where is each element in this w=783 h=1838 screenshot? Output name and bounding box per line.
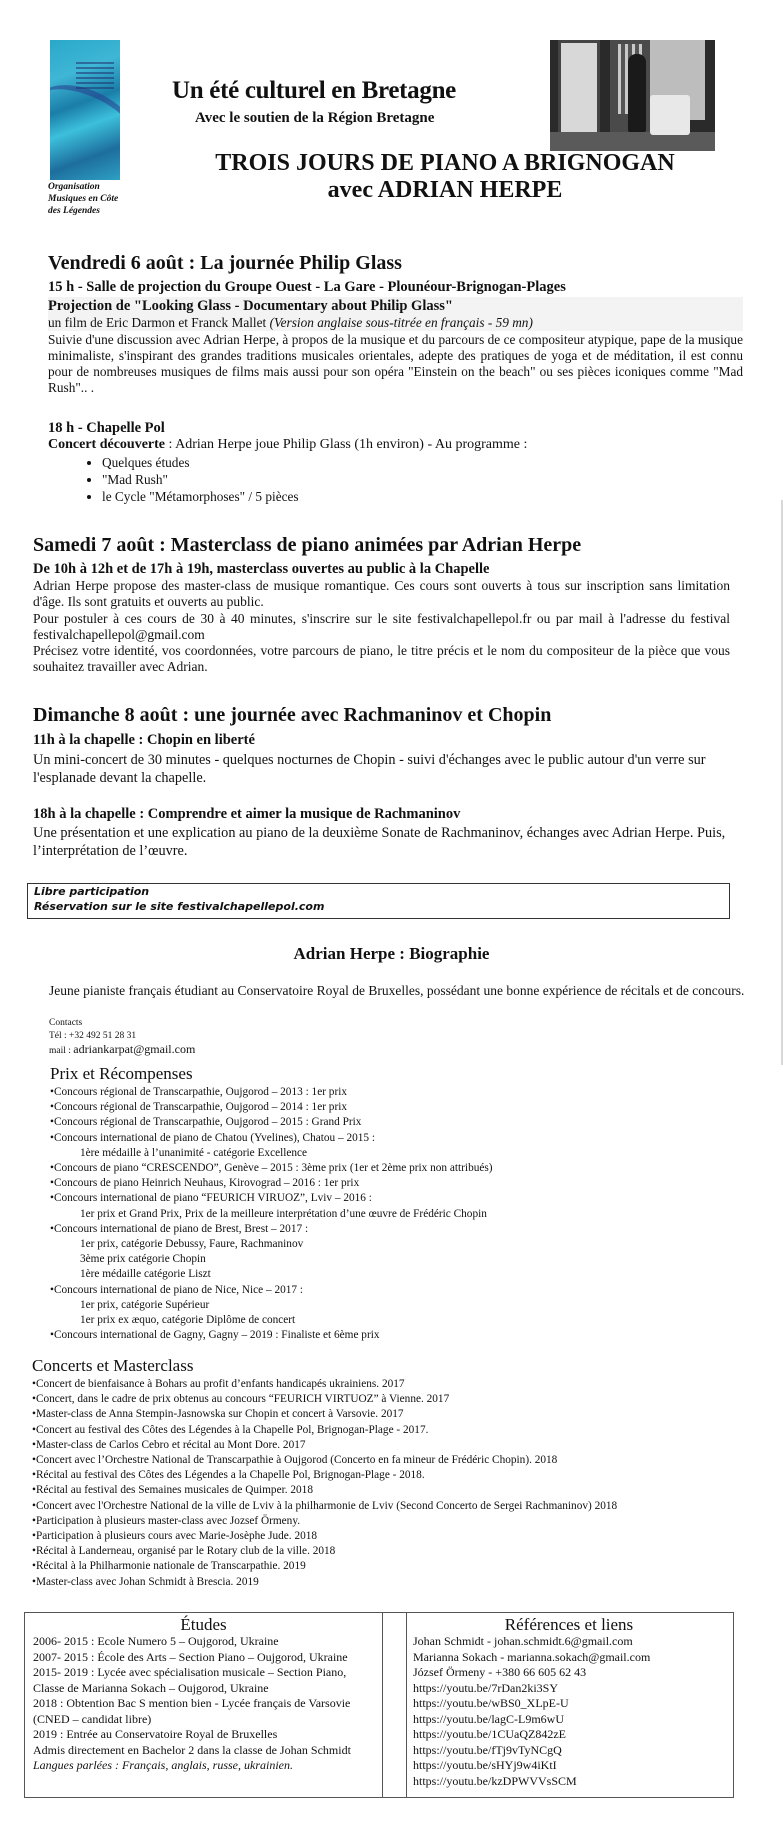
- concert-item: •Récital à la Philharmonie nationale de Transcarpathie. 2019: [32, 1560, 306, 1573]
- photo-chair-shape: [650, 95, 690, 135]
- studies-line: Admis directement en Bachelor 2 dans la classe de Johan Schmidt: [33, 1742, 351, 1757]
- photo-floor-shape: [550, 132, 715, 151]
- sunday-session1-text: Un mini-concert de 30 minutes - quelques nocturnes de Chopin - suivi d'échanges avec le public autour d'un verre sur l'esplanade devant la chapelle.: [33, 752, 706, 786]
- friday-session1-title: 15 h - Salle de projection du Groupe Ouest - La Gare - Plounéour-Brignogan-Plages: [48, 279, 566, 295]
- concert-item: •Récital au festival des Semaines musicales de Quimper. 2018: [32, 1484, 313, 1497]
- program-item: • "Mad Rush": [102, 471, 299, 488]
- prize-item: •Concours régional de Transcarpathie, Oujgorod – 2015 : Grand Prix: [50, 1116, 362, 1129]
- video-link[interactable]: https://youtu.be/lagC-L9m6wU: [413, 1711, 564, 1726]
- organisation-line: Musiques en Côte: [48, 194, 119, 204]
- prize-item: •Concours régional de Transcarpathie, Oujgorod – 2014 : 1er prix: [50, 1101, 347, 1114]
- film-credit: un film de Eric Darmon et Franck Mallet: [48, 315, 270, 330]
- saturday-subheading: De 10h à 12h et de 17h à 19h, masterclass ouvertes au public à la Chapelle: [33, 561, 490, 577]
- prize-detail: 1ère médaille à l’unanimité - catégorie Excellence: [80, 1146, 308, 1159]
- concert-intro: [48, 437, 527, 453]
- contacts-block: [49, 1017, 195, 1058]
- saturday-paragraphs: [33, 578, 730, 676]
- prize-item: •Concours international de piano de Chatou (Yvelines), Chatou – 2015 :: [50, 1131, 376, 1144]
- photo-person-shape: [628, 54, 646, 132]
- prize-item: •Concours international de piano de Nice, Nice – 2017 :: [50, 1283, 304, 1296]
- concert-item: •Concert au festival des Côtes des Légendes à la Chapelle Pol, Brignogan-Plage - 2017.: [32, 1423, 429, 1436]
- friday-heading: Vendredi 6 août : La journée Philip Glass: [48, 252, 402, 274]
- studies-title: Études: [180, 1615, 227, 1634]
- participation-line: Libre participation: [34, 885, 150, 898]
- photo-door-shape: [558, 40, 600, 138]
- reservation-line: Réservation sur le site festivalchapellepol.com: [34, 900, 325, 913]
- projection-block: [48, 297, 743, 331]
- sunday-session2-title: 18h à la chapelle : Comprendre et aimer la musique de Rachmaninov: [33, 806, 461, 822]
- prize-item: •Concours international de Gagny, Gagny – 2019 : Finaliste et 6ème prix: [50, 1329, 380, 1342]
- studies-line: 2007- 2015 : École des Arts – Section Piano – Oujgorod, Ukraine: [33, 1649, 348, 1664]
- prize-detail: 1er prix, catégorie Debussy, Faure, Rachmaninov: [80, 1238, 304, 1251]
- concerts-title: Concerts et Masterclass: [32, 1356, 194, 1375]
- concert-item: •Concert avec l'Orchestre National de la ville de Lviv à la philharmonie de Lviv (Second Concerto de Sergei Rachmaninov) 2018: [32, 1499, 618, 1512]
- concert-item: •Master-class avec Johan Schmidt à Brescia. 2019: [32, 1575, 259, 1588]
- concert-item: •Concert avec l’Orchestre National de Transcarpathie à Oujgorod (Concerto en fa mineur de Frédéric Chopin). 2018: [32, 1454, 558, 1467]
- studies-line: 2015- 2019 : Lycée avec spécialisation musicale – Section Piano, Classe de Marianna Sokach – Oujgorod, Ukraine: [33, 1665, 347, 1695]
- concert-item: •Master-class de Carlos Cebro et récital au Mont Dore. 2017: [32, 1438, 306, 1451]
- saturday-paragraph: Adrian Herpe propose des master-class de musique romantique. Ces cours sont ouverts à tous sur inscription sans limitation d'âge. Ils sont gratuits et ouverts au public.: [33, 578, 730, 610]
- page-subtitle: Avec le soutien de la Région Bretagne: [195, 110, 435, 126]
- concert-item: •Concert de bienfaisance à Bohars au profit d’enfants handicapés ukrainiens. 2017: [32, 1378, 405, 1390]
- concert-item: •Récital au festival des Côtes des Légendes a la Chapelle Pol, Brignogan-Plage - 2018.: [32, 1469, 425, 1482]
- concert-item: •Participation à plusieurs master-class avec Jozsef Örmeny.: [32, 1514, 301, 1527]
- participation-info-box: [27, 883, 730, 919]
- video-link[interactable]: https://youtu.be/1CUaQZ842zE: [413, 1727, 566, 1741]
- prize-item: •Concours international de piano de Brest, Brest – 2017 :: [50, 1222, 309, 1235]
- email-line: [49, 1043, 195, 1058]
- prizes-title: Prix et Récompenses: [50, 1064, 193, 1083]
- prizes-list: [50, 1085, 750, 1343]
- prize-item: •Concours régional de Transcarpathie, Oujgorod – 2013 : 1er prix: [50, 1086, 347, 1098]
- biography-intro: Jeune pianiste français étudiant au Conservatoire Royal de Bruxelles, possédant une bonne expérience de récitals et de concours.: [49, 983, 745, 998]
- video-link[interactable]: https://youtu.be/7rDan2ki3SY: [413, 1680, 558, 1695]
- sunday-session1-title: 11h à la chapelle : Chopin en liberté: [33, 732, 255, 748]
- page-title: Un été culturel en Bretagne: [172, 77, 456, 104]
- email-label: mail :: [49, 1046, 74, 1056]
- headline-line: avec ADRIAN HERPE: [327, 177, 563, 203]
- logo-text-block: [76, 62, 114, 92]
- prize-item: •Concours de piano Heinrich Neuhaus, Kirovograd – 2016 : 1er prix: [50, 1177, 360, 1190]
- languages-line: Langues parlées : Français, anglais, russe, ukrainien.: [33, 1758, 293, 1772]
- program-item: • le Cycle "Métamorphoses" / 5 pièces: [102, 488, 299, 505]
- studies-references-table: [24, 1612, 734, 1798]
- pianist-photo: [550, 40, 715, 151]
- biography-title: Adrian Herpe : Biographie: [293, 944, 490, 963]
- concert-label: Concert découverte: [48, 437, 166, 452]
- event-headline: [0, 150, 783, 204]
- prize-detail: 1er prix et Grand Prix, Prix de la meilleure interprétation d’une œuvre de Frédéric Chopin: [80, 1207, 487, 1220]
- sunday-heading: Dimanche 8 août : une journée avec Rachmaninov et Chopin: [33, 704, 552, 726]
- film-note: (Version anglaise sous-titrée en français - 59 mn): [269, 315, 533, 330]
- projection-title: Projection de "Looking Glass - Documentary about Philip Glass": [48, 298, 453, 314]
- prize-detail: 3ème prix catégorie Chopin: [80, 1253, 206, 1266]
- reference-contact: Marianna Sokach - marianna.sokach@gmail.com: [413, 1649, 651, 1664]
- studies-line: 2006- 2015 : Ecole Numero 5 – Oujgorod, Ukraine: [33, 1634, 279, 1648]
- friday-session2-title: 18 h - Chapelle Pol: [48, 420, 165, 436]
- video-link[interactable]: https://youtu.be/wBS0_XLpE-U: [413, 1696, 569, 1710]
- reference-contact: József Örmeny - +380 66 605 62 43: [413, 1665, 587, 1679]
- prize-item: •Concours de piano “CRESCENDO”, Genève – 2015 : 3ème prix (1er et 2ème prix non attribués): [50, 1162, 493, 1175]
- organisation-line: des Légendes: [48, 206, 100, 216]
- video-link[interactable]: https://youtu.be/kzDPWVVsSCM: [413, 1773, 577, 1788]
- references-cell: [405, 1612, 734, 1798]
- headline-line: TROIS JOURS DE PIANO A BRIGNOGAN: [215, 150, 675, 176]
- saturday-heading: Samedi 7 août : Masterclass de piano animées par Adrian Herpe: [33, 534, 582, 556]
- table-spacer-cell: [382, 1612, 407, 1798]
- prize-detail: 1ère médaille catégorie Liszt: [80, 1268, 211, 1281]
- saturday-paragraph: Précisez votre identité, vos coordonnées, votre parcours de piano, le titre précis et le nom du compositeur de la pièce que vous souhaitez travailler avec Adrian.: [33, 643, 730, 675]
- film-credit-line: [48, 315, 743, 331]
- email-address: adriankarpat@gmail.com: [73, 1042, 196, 1056]
- concert-item: •Participation à plusieurs cours avec Marie-Josèphe Jude. 2018: [32, 1530, 318, 1543]
- concert-item: •Concert, dans le cadre de prix obtenus au concours “FEURICH VIRTUOZ” à Vienne. 2017: [32, 1393, 450, 1406]
- prize-item: •Concours international de piano “FEURICH VIRUOZ”, Lviv – 2016 :: [50, 1192, 372, 1205]
- contacts-label: Contacts: [49, 1018, 83, 1028]
- concert-text: : Adrian Herpe joue Philip Glass (1h environ) - Au programme :: [165, 437, 528, 452]
- friday-description: Suivie d'une discussion avec Adrian Herpe, à propos de la musique et du parcours de ce compositeur atypique, pape de la musique minimaliste, s'inspirant des grandes traditions musicales orientales, adepte des pratiques de yoga et de méditation, il est connu pour de nombreuses musiques de films mais aussi pour son opéra "Einstein on the beach" ou ses pièces iconiques comme "Mad Rush".. .: [48, 332, 743, 395]
- sunday-session2-text: Une présentation et une explication au piano de la deuxième Sonate de Rachmaninov, échanges avec Adrian Herpe. Puis, l’interprétation de l’œuvre.: [33, 825, 726, 859]
- saturday-paragraph: Pour postuler à ces cours de 30 à 40 minutes, s'inscrire sur le site festivalchapellepol.fr ou par mail à l'adresse du festival festivalchapellepol@gmail.com: [33, 610, 730, 642]
- phone-number: Tél : +32 492 51 28 31: [49, 1031, 137, 1041]
- studies-line: 2019 : Entrée au Conservatoire Royal de Bruxelles: [33, 1727, 278, 1741]
- prize-detail: 1er prix ex æquo, catégorie Diplôme de concert: [80, 1314, 296, 1327]
- concerts-list: [32, 1377, 772, 1590]
- reference-contact: Johan Schmidt - johan.schmidt.6@gmail.com: [413, 1634, 633, 1648]
- video-link[interactable]: https://youtu.be/sHYj9w4iKtI: [413, 1758, 557, 1772]
- program-list: [42, 454, 299, 505]
- prize-detail: 1er prix, catégorie Supérieur: [80, 1298, 210, 1311]
- organisation-line: Organisation: [48, 182, 100, 192]
- video-link[interactable]: https://youtu.be/fTj9vTyNCgQ: [413, 1742, 562, 1757]
- references-title: Références et liens: [504, 1615, 634, 1634]
- program-item: • Quelques études: [102, 454, 299, 471]
- studies-line: 2018 : Obtention Bac S mention bien - Lycée français de Varsovie (CNED – candidat libre): [33, 1696, 351, 1726]
- studies-cell: [24, 1612, 383, 1798]
- concert-item: •Récital à Landerneau, organisé par le Rotary club de la ville. 2018: [32, 1545, 336, 1558]
- concert-item: •Master-class de Anna Stempin-Jasnowska sur Chopin et concert à Varsovie. 2017: [32, 1408, 404, 1421]
